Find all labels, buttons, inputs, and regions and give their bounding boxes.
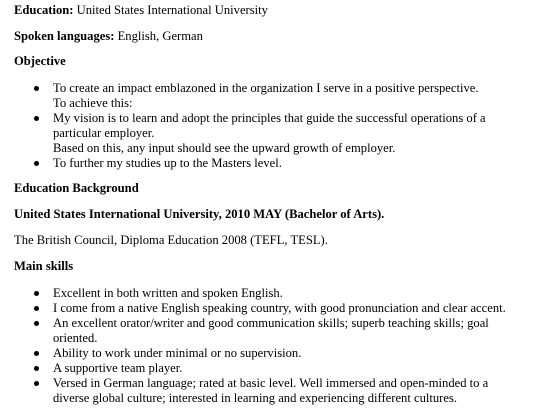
objective-item-line: particular employer. — [53, 126, 155, 140]
skill-item-line: A supportive team player. — [53, 361, 183, 375]
bullet-icon — [34, 381, 39, 386]
objective-heading: Objective — [14, 54, 66, 68]
skill-item — [14, 376, 526, 406]
skill-item-line: Excellent in both written and spoken English. — [53, 286, 283, 300]
skill-item-line: oriented. — [53, 331, 98, 345]
bullet-icon — [34, 86, 39, 91]
education-background-heading: Education Background — [14, 181, 139, 195]
bullet-icon — [34, 306, 39, 311]
skills-heading: Main skills — [14, 259, 74, 273]
skill-item-line: I come from a native English speaking country, with good pronunciation and clear accent. — [53, 301, 506, 315]
objective-item — [14, 81, 526, 111]
objective-item-line: To achieve this: — [53, 96, 133, 110]
degree-line: United States International University, 2010 MAY (Bachelor of Arts). — [14, 207, 385, 221]
skill-item — [14, 316, 526, 346]
objective-item — [14, 156, 526, 171]
bullet-icon — [34, 351, 39, 356]
skill-item — [14, 286, 526, 301]
education-line — [14, 3, 526, 18]
skill-item — [14, 361, 526, 376]
skill-item-line: Ability to work under minimal or no supervision. — [53, 346, 302, 360]
bullet-icon — [34, 161, 39, 166]
objective-item — [14, 111, 526, 156]
education-value: United States International University — [73, 3, 268, 17]
objective-item-line: To further my studies up to the Masters level. — [53, 156, 282, 170]
languages-label: Spoken languages: — [14, 29, 115, 43]
objective-item-line: To create an impact emblazoned in the organization I serve in a positive perspective. — [53, 81, 479, 95]
languages-value: English, German — [114, 29, 203, 43]
resume-document — [14, 3, 526, 406]
skill-item-line: An excellent orator/writer and good communication skills; superb teaching skills; goal — [53, 316, 489, 330]
education-label: Education: — [14, 3, 74, 17]
skill-item-line: Versed in German language; rated at basic level. Well immersed and open-minded to a — [53, 376, 489, 390]
diploma-line: The British Council, Diploma Education 2008 (TEFL, TESL). — [14, 233, 328, 247]
skill-item — [14, 346, 526, 361]
skills-list — [14, 286, 526, 406]
bullet-icon — [34, 321, 39, 326]
objective-item-line: Based on this, any input should see the upward growth of employer. — [53, 141, 396, 155]
objective-item-line: My vision is to learn and adopt the principles that guide the successful operations of a — [53, 111, 486, 125]
skill-item-line: diverse global culture; interested in learning and experiencing different cultures. — [53, 391, 458, 405]
skill-item — [14, 301, 526, 316]
objective-list — [14, 81, 526, 171]
bullet-icon — [34, 291, 39, 296]
bullet-icon — [34, 366, 39, 371]
bullet-icon — [34, 116, 39, 121]
languages-line — [14, 29, 526, 44]
